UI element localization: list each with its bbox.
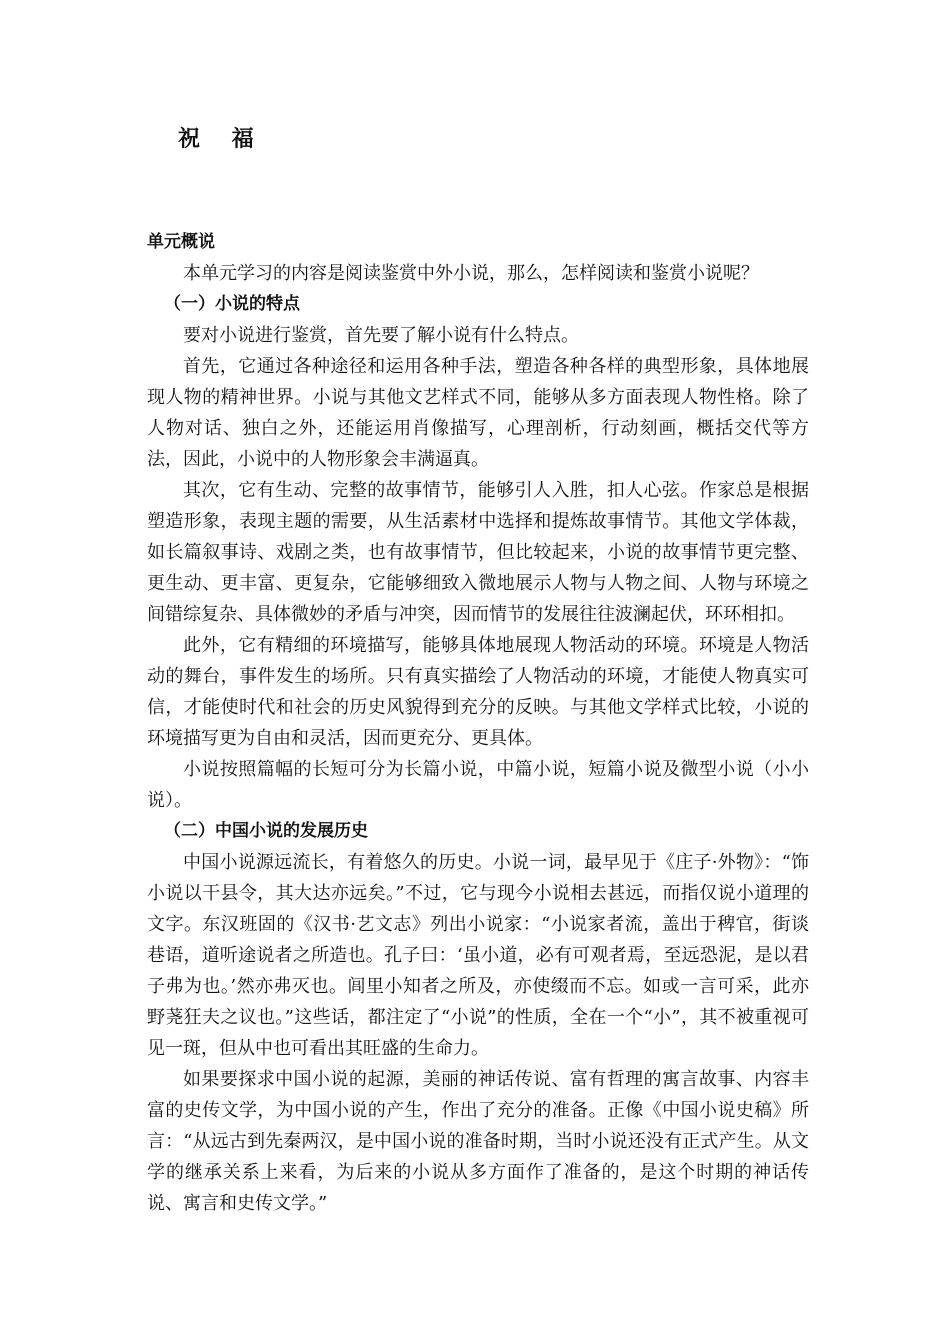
- paragraph: 其次，它有生动、完整的故事情节，能够引人入胜，扣人心弦。作家总是根据塑造形象，表现主题的需要，从生活素材中选择和提炼故事情节。其他文学体裁，如长篇叙事诗、戏剧之类，也有故事情节，但比较起来，小说的故事情节更完整、更生动、更丰富、更复杂，它能够细致入微地展示人物与人物之间、人物与环境之间错综复杂、具体微妙的矛盾与冲突，因而情节的发展往往波澜起伏，环环相扣。: [147, 480, 809, 625]
- part2-heading: （二）中国小说的发展历史: [164, 821, 368, 841]
- paragraph: 要对小说进行鉴赏，首先要了解小说有什么特点。: [183, 325, 579, 346]
- paragraph: 如果要探求中国小说的起源，美丽的神话传说、富有哲理的寓言故事、内容丰富的史传文学，为中国小说的产生，作出了充分的准备。正像《中国小说史稿》所言：“从远古到先秦两汉，是中国小说的准备时期，当时小说还没有正式产生。从文学的继承关系上来看，为后来的小说从多方面作了准备的，是这个时期的神话传说、寓言和史传文学。”: [147, 1069, 809, 1214]
- intro-paragraph: 本单元学习的内容是阅读鉴赏中外小说，那么，怎样阅读和鉴赏小说呢？: [183, 263, 759, 284]
- document-body: [147, 227, 809, 1219]
- paragraph: 此外，它有精细的环境描写，能够具体地展现人物活动的环境。环境是人物活动的舞台，事件发生的场所。只有真实描绘了人物活动的环境，才能使人物真实可信，才能使时代和社会的历史风貌得到充分的反映。与其他文学样式比较，小说的环境描写更为自由和灵活，因而更充分、更具体。: [147, 635, 809, 749]
- part1-heading: （一）小说的特点: [164, 294, 300, 314]
- paragraph: 小说按照篇幅的长短可分为长篇小说，中篇小说，短篇小说及微型小说（小小说）。: [147, 759, 809, 811]
- document-title: 祝 福: [178, 127, 266, 152]
- paragraph: 首先，它通过各种途径和运用各种手法，塑造各种各样的典型形象，具体地展现人物的精神世界。小说与其他文艺样式不同，能够从多方面表现人物性格。除了人物对话、独白之外，还能运用肖像描写，心理剖析，行动刻画，概括交代等方法，因此，小说中的人物形象会丰满逼真。: [147, 356, 809, 470]
- paragraph: 中国小说源远流长，有着悠久的历史。小说一词，最早见于《庄子·外物》：“饰小说以干县令，其大达亦远矣。”不过，它与现今小说相去甚远，而指仅说小道理的文字。东汉班固的《汉书·艺文志》列出小说家：“小说家者流，盖出于稗官，街谈巷语，道听途说者之所造也。孔子曰：‘虽小道，必有可观者焉，至远恐泥，是以君子弗为也。’然亦弗灭也。闾里小知者之所及，亦使缀而不忘。如或一言可采，此亦野荛狂夫之议也。”这些话，都注定了“小说”的性质，全在一个“小”，其不被重视可见一斑，但从中也可看出其旺盛的生命力。: [147, 852, 809, 1059]
- section-heading: 单元概说: [147, 232, 215, 252]
